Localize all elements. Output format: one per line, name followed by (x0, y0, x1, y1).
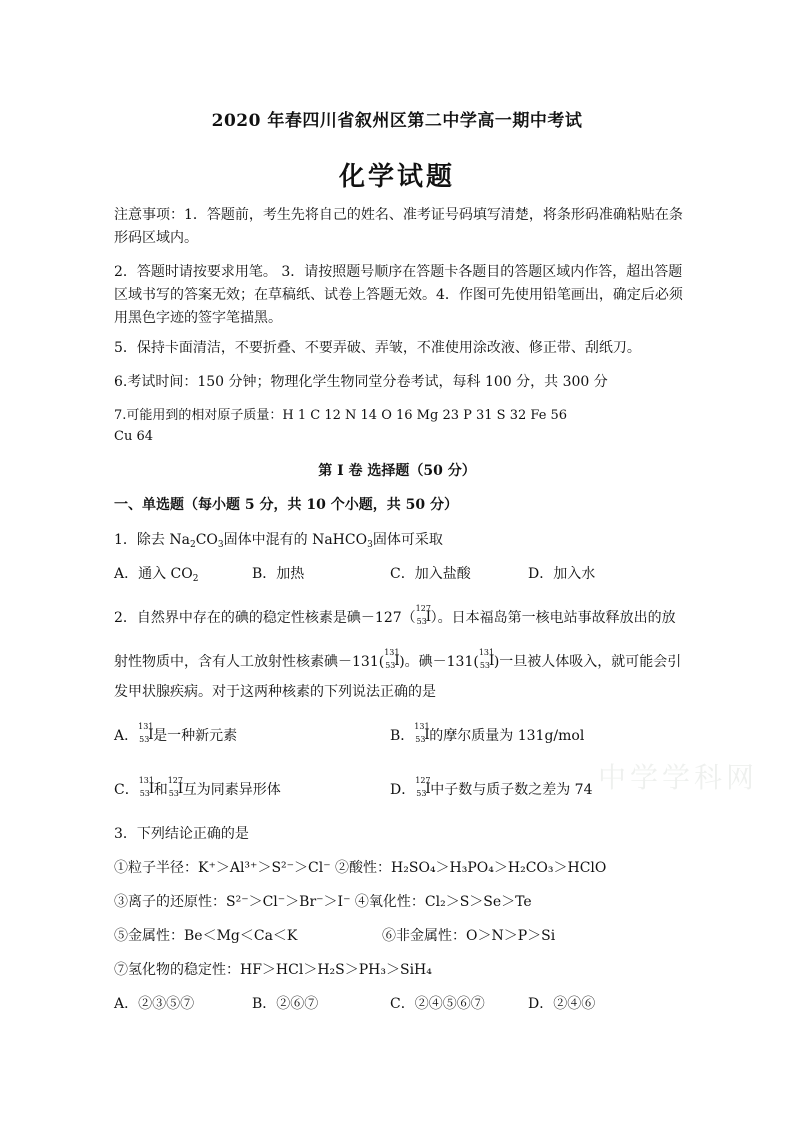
q2-stem-line-2: 射性物质中，含有人工放射性核素碘－131( 131 53 I )。碘－131( 131 53 I )一旦被人体吸入，就可能会引 (114, 648, 682, 670)
nuclide-i127: 127 53 I (415, 604, 432, 626)
exam-title: 2020 年春四川省叙州区第二中学高一期中考试 (211, 111, 583, 131)
q1-option-d: D．加入水 (528, 566, 596, 582)
notes-line-2c: 用黑色字迹的签字笔描黑。 (114, 310, 282, 326)
q3-option-c: C．②④⑤⑥⑦ (390, 996, 485, 1012)
q3-option-a: A．②③⑤⑦ (114, 996, 195, 1012)
q3-option-b: B．②⑥⑦ (252, 996, 319, 1012)
notes-line-2: 2．答题时请按要求用笔。 3．请按照题号顺序在答题卡各题目的答题区域内作答，超出答题 (114, 264, 683, 280)
q2-stem-line-3: 发甲状腺疾病。对于这两种核素的下列说法正确的是 (114, 684, 436, 700)
nuclide-i127: 127 53 I (167, 776, 184, 798)
atomic-masses-b: Cu 64 (114, 429, 153, 444)
nuclide-i131: 131 53 I (478, 648, 495, 670)
q2-option-b: B． 131 53 I 的摩尔质量为 131g/mol (390, 722, 585, 744)
q3-stem: 3．下列结论正确的是 (114, 826, 249, 842)
part-title: 一、单选题（每小题 5 分，共 10 个小题，共 50 分） (114, 497, 458, 513)
q1-option-c: C．加入盐酸 (390, 566, 471, 582)
q3-option-d: D．②④⑥ (528, 996, 596, 1012)
q1-stem: 1．除去 $Na_2CO_3$固体中混有的 NaHCO$_3$固体可采取 (114, 532, 443, 550)
nuclide-i127: 127 53 I (415, 776, 431, 798)
nuclide-i131: 131 53 I (138, 776, 155, 798)
q2-option-d: D． 127 53 I 中子数与质子数之差为 74 (390, 776, 593, 798)
q3-statement-6: ⑥非金属性：O＞N＞P＞Si (382, 928, 556, 944)
q1-option-a: A．通入 $CO_2$ (114, 566, 199, 584)
atomic-masses: 7.可能用到的相对原子质量：H 1 C 12 N 14 O 16 Mg 23 P 31 S 32 Fe 56 (114, 408, 568, 423)
q2-option-c: C． 131 53 I 和 127 53 I 互为同素异形体 (114, 776, 281, 798)
section-title: 第 I 卷 选择题（50 分） (318, 463, 476, 479)
q3-statement-3-4: ③离子的还原性：S²⁻＞Cl⁻＞Br⁻＞I⁻ ④氧化性：Cl₂＞S＞Se＞Te (114, 894, 532, 910)
notes-line-4: 6.考试时间：150 分钟；物理化学生物同堂分卷考试，每科 100 分，共 300 分 (114, 374, 608, 390)
nuclide-i131: 131 53 I (384, 648, 400, 670)
nuclide-i131: 131 53 I (414, 722, 430, 744)
q2-stem-line-1: 2．自然界中存在的碘的稳定性核素是碘－127（ 127 53 I ）。日本福岛第一核电站事故释放出的放 (114, 604, 676, 626)
q3-statement-5: ⑤金属性：Be＜Mg＜Ca＜K (114, 928, 298, 944)
q3-statement-7: ⑦氢化物的稳定性：HF＞HCl＞H₂S＞PH₃＞SiH₄ (114, 962, 432, 978)
watermark: 中学学科网 (598, 761, 759, 794)
nuclide-i131: 131 53 I (138, 722, 154, 744)
q1-option-b: B．加热 (252, 566, 305, 582)
notes-line-3: 5．保持卡面清洁，不要折叠、不要弄破、弄皱，不准使用涂改液、修正带、刮纸刀。 (114, 340, 641, 356)
notes-line-1: 注意事项：1．答题前，考生先将自己的姓名、准考证号码填写清楚，将条形码准确粘贴在条 (114, 207, 683, 223)
notes-line-1b: 形码区域内。 (114, 230, 198, 246)
q2-option-a: A． 131 53 I 是一种新元素 (114, 722, 238, 744)
subject-title: 化学试题 (338, 162, 455, 192)
q3-statement-1-2: ①粒子半径：K⁺＞Al³⁺＞S²⁻＞Cl⁻ ②酸性：H₂SO₄＞H₃PO₄＞H₂CO₃＞HClO (114, 860, 607, 876)
notes-line-2b: 区域书写的答案无效；在草稿纸、试卷上答题无效。4．作图可先使用铅笔画出，确定后必须 (114, 287, 683, 303)
